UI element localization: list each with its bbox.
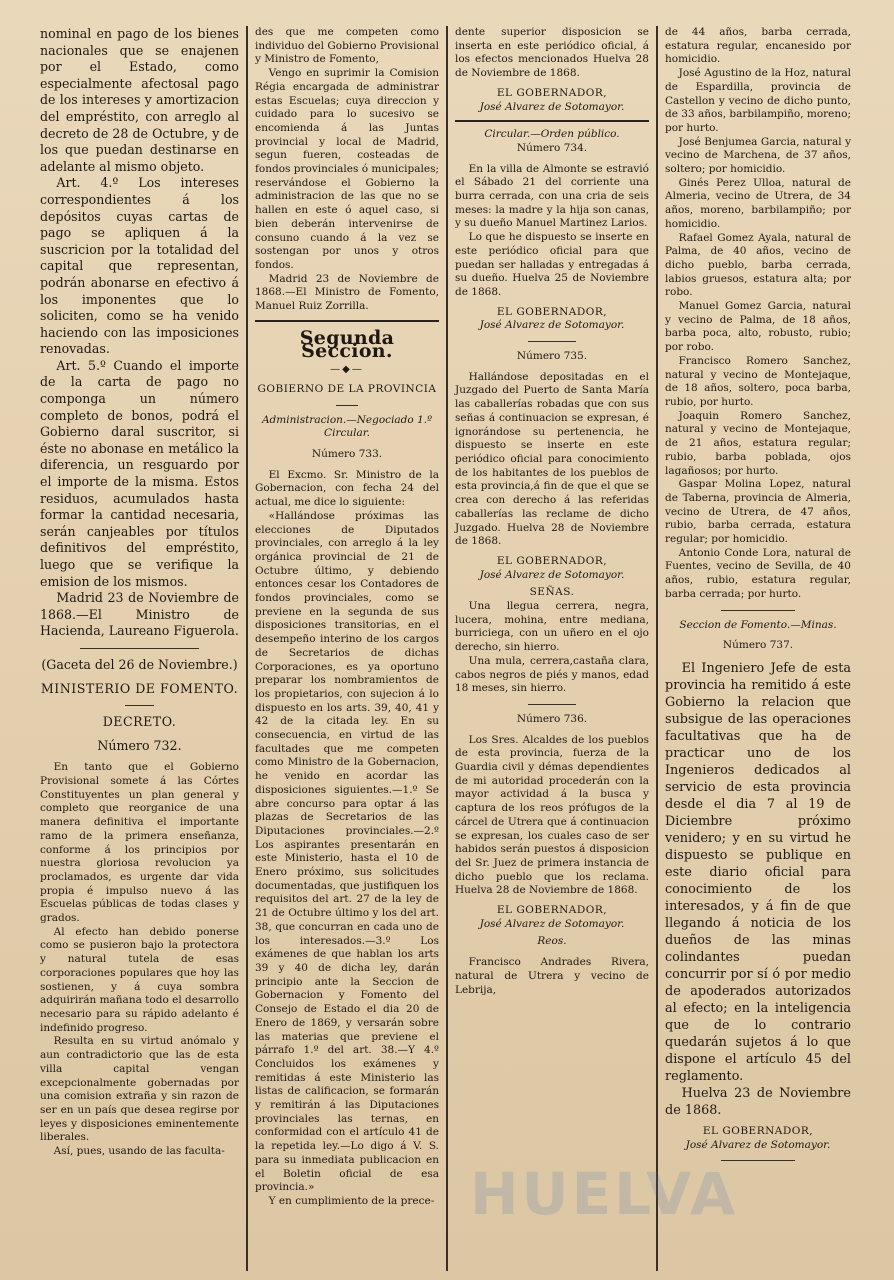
paragraph: nominal en pago de los bienes nacionales que se enajenen por el Estado, como especialmente afectosal pago de los intereses y amortizacion del empréstito, con arreglo al decreto de 28 de Octubre, y de los que puedan destinarse en adelante al mismo objeto. [40,26,239,174]
paragraph: dente superior disposicion se inserta en este periódico oficial, á los efectos mencionados Huelva 28 de Noviembre de 1868. [455,26,649,80]
paragraph: El Ingeniero Jefe de esta provincia ha remitido á este Gobierno la relacion que subsigue de las operaciones facultativas que ha de practicar uno de los Ingenieros dedicados al servicio de esta provincia desde el dia 7 al 19 de Diciembre próximo venidero; y en su virtud he dispuesto se publique en este diario oficial para conocimiento de los interesados, y á fin de que llegando á noticia de los dueños de las minas colindantes puedan concurrir por sí ó por medio de apoderados autorizados al efecto; en la inteligencia que de lo contrario quedarán sujetos á lo que dispone el artículo 45 del reglamento. [665,660,851,1084]
section-heading: Segunda Seccion. [299,326,395,363]
signature-name: José Alvarez de Sotomayor. [479,568,625,581]
number-heading: Número 733. [311,447,383,460]
signature-name: José Alvarez de Sotomayor. [479,100,625,113]
reos-heading: Reos. [537,935,567,948]
number-heading: Número 732. [97,737,182,753]
paragraph: Una mula, cerrera,castaña clara, cabos negros de piés y manos, edad 18 meses, sin hierro. [455,654,649,695]
paragraph: Una llegua cerrera, negra, lucera, mohina, entre mediana, burriciega, con un uñero en el ojo derecho, sin hierro. [455,600,649,654]
number-heading: Número 735. [516,350,588,363]
divider [721,610,795,611]
signature [455,87,649,114]
column-1 [40,26,248,1271]
number-heading: Número 737. [722,639,794,652]
ornament: —◆— [330,364,364,376]
paragraph: Al efecto han debido ponerse como se pusieron bajo la protectora y natural tutela de esas corporaciones populares que hoy las sostienen, y á cuya sombra adquirirán mañana todo el desarrollo necesario para su rápido adelanto é indefinido progreso. [40,925,239,1034]
signature-name: José Alvarez de Sotomayor. [479,319,625,332]
watermark-logo: HUELVA [470,1160,739,1228]
divider [80,648,199,649]
article-5: Art. 5.º Cuando el importe de la carta de pago no componga un número completo de bonos, podrá el Gobierno daral suscritor, si éste no abonase en metálico la diferencia, un resguardo por el importe de la misma. Estos residuos, acumulados hasta formar la cantidad necesaria, serán canjeables por títulos definitivos del empréstito, luego que se verifique la emision de los mismos. [40,357,239,589]
paragraph: El Excmo. Sr. Ministro de la Gobernacion, con fecha 24 del actual, me dice lo siguiente: [255,468,439,509]
column-4 [658,26,858,1271]
signature-title: EL GOBERNADOR, [496,904,608,917]
paragraph: Hallándose depositadas en el Juzgado del Puerto de Santa María las caballerías robadas que con sus señas á continuacion se expresan, é ignorándose su pertenencia, he dispuesto se inserte en este periódico oficial para conocimiento de los habitantes de los pueblos de esta provincia,á fin de que el que se crea con derecho á las referidas caballerías las reclame de dicho Juzgado. Huelva 28 de Noviembre de 1868. [455,370,649,548]
section-heading: Seccion de Fomento.—Minas. [679,618,837,631]
paragraph: Lo que he dispuesto se inserte en este periódico oficial para que puedan ser halladas y entregadas á su dueño. Huelva 25 de Noviembre de 1868. [455,231,649,298]
signature-title: EL GOBERNADOR, [496,305,608,318]
article-4: Art. 4.º Los intereses correspondientes á los depósitos cuyas cartas de pago se apliquen á la suscricion por la totalidad del capital que representan, podrán abonarse en efectivo á los imponentes que lo soliciten, como se ha venido haciendo con las imposiciones renovadas. [40,175,239,357]
circular-heading: Circular. [324,427,370,440]
paragraph: Ginés Perez Ulloa, natural de Almeria, vecino de Utrera, de 34 años, moreno, barbilampiño; por homicidio. [665,176,851,230]
senas-heading: SEÑAS. [529,586,575,599]
signature-line: Madrid 23 de Noviembre de 1868.—El Ministro de Fomento, Manuel Ruiz Zorrilla. [255,272,439,313]
paragraph: «Hallándose próximas las elecciones de Diputados provinciales, con arreglo á la ley orgánica provincial de 21 de Octubre último, y debiendo entonces cesar los Contadores de fondos provinciales, como se previene en la segunda de sus disposiciones transitorias, en el desempeño interino de los cargos de Secretarios de dichas Corporaciones, es ya oportuno preparar los nombramientos de los propietarios, con sujecion á lo dispuesto en los arts. 39, 40, 41 y 42 de la citada ley. En su consecuencia, en virtud de las facultades que me competen como Ministro de la Gobernacion, he venido en acordar las disposiciones siguientes.—1.º Se abre concurso para optar á las plazas de Secretarios de las Diputaciones provinciales.—2.º Los aspirantes presentarán en este Ministerio, hasta el 10 de Enero próximo, sus solicitudes documentadas, que justifiquen los requisitos del art. 27 de la ley de 21 de Octubre último y los del art. 38, que concurran en cada uno de los interesados.—3.º Los exámenes de que hablan los arts 39 y 40 de dicha ley, darán principio ante la Seccion de Gobernacion y Fomento del Consejo de Estado el dia 20 de Enero de 1869, y versarán sobre las materias que previene el párrafo 1.º del art. 38.—Y 4.º Concluidos los exámenes y remitidas á este Ministerio las listas de calificacion, se formarán y remitirán á las Diputaciones provinciales las ternas, en conformidad con el artículo 41 de la repetida ley.—Lo digo á V. S. para su inmediata publicacion en el Boletin oficial de esa provincia.» [255,509,439,1194]
paragraph: Y en cumplimiento de la prece- [268,1194,435,1207]
divider [255,320,439,322]
signature-title: EL GOBERNADOR, [496,86,608,99]
signature-line: Madrid 23 de Noviembre de 1868.—El Ministro de Hacienda, Laureano Figuerola. [40,590,239,639]
date-line: Huelva 23 de Noviembre de 1868. [665,1085,851,1118]
paragraph: Rafael Gomez Ayala, natural de Palma, de 40 años, vecino de dicho pueblo, barba cerrada, labios gruesos, estatura alta; por robo. [665,231,851,299]
paragraph: Antonio Conde Lora, natural de Fuentes, vecino de Sevilla, de 40 años, rubio, estatura regular, barba cerrada; por hurto. [665,546,851,600]
number-heading: Número 736. [516,712,588,725]
columns [40,26,878,1271]
column-3 [448,26,658,1271]
paragraph: des que me competen como individuo del Gobierno Provisional y Ministro de Fomento, [255,26,439,66]
signature [665,1125,851,1152]
paragraph: José Benjumea Garcia, natural y vecino de Marchena, de 37 años, soltero; por homicidio. [665,135,851,176]
divider [336,405,358,406]
divider [455,120,649,122]
paragraph: Francisco Romero Sanchez, natural y vecino de Montejaque, de 18 años, soltero, poca barba, rubio, por hurto. [665,354,851,408]
paragraph: Joaquin Romero Sanchez, natural y vecino de Montejaque, de 21 años, estatura regular; rubio, barba poblada, ojos lagañosos; por hurto. [665,409,851,477]
signature-name: José Alvarez de Sotomayor. [479,917,625,930]
divider [528,341,577,342]
signature-title: EL GOBERNADOR, [702,1124,814,1137]
signature [455,306,649,333]
divider [528,704,577,705]
paragraph: Así, pues, usando de las faculta- [53,1145,225,1158]
administration-heading: Administracion.—Negociado 1.º [261,413,433,426]
paragraph: En tanto que el Gobierno Provisional somete á las Córtes Constituyentes un plan general y completo que reorganice de una manera definitiva el importante ramo de la primera enseñanza, conforme á los principios por nuestra gloriosa revolucion ya proclamados, es urgente dar vida propia é impulso nuevo á las Escuelas públicas de todas clases y grados. [40,761,239,925]
signature [455,555,649,582]
paragraph: Los Sres. Alcaldes de los pueblos de esta provincia, fuerza de la Guardia civil y démas dependientes de mi autoridad procederán con la mayor actividad á la busca y captura de los reos prófugos de la cárcel de Utrera que á continuacion se expresan, los cuales caso de ser habidos serán puestos á disposicion del Sr. Juez de primera instancia de dicho pueblo que los reclama. Huelva 28 de Noviembre de 1868. [455,733,649,897]
signature [455,904,649,931]
paragraph: Manuel Gomez Garcia, natural y vecino de Palma, de 18 años, barba poca, alto, robusto, rubio; por robo. [665,300,851,354]
number-heading: Número 734. [516,141,588,154]
circular-heading: Circular.—Orden público. [484,128,620,141]
divider [125,705,155,706]
paragraph: Vengo en suprimir la Comision Régia encargada de administrar estas Escuelas; cuya direccion y cuidado para lo sucesivo se encomienda á las Juntas provincial y local de Madrid, segun fueren, costeadas de fondos provinciales ó municipales; reservándose el Gobierno la administracion de las que no se hallen en este ó aquel caso, si bien deberán intervenirse de consuno cuando á la vez se sostengan por unos y otros fondos. [255,67,439,271]
paragraph: Francisco Andrades Rivera, natural de Utrera y vecino de Lebrija, [455,956,649,996]
paragraph: de 44 años, barba cerrada, estatura regular, encanesido por homicidio. [665,26,851,66]
decree-heading: DECRETO. [102,714,177,730]
column-2 [248,26,448,1271]
ministry-heading: MINISTERIO DE FOMENTO. [40,680,239,696]
paragraph: Gaspar Molina Lopez, natural de Taberna, provincia de Almeria, vecino de Utrera, de 47 años, rubio, barba cerrada, estatura regular; por homicidio. [665,478,851,546]
government-heading: GOBIERNO DE LA PROVINCIA [257,382,437,395]
paragraph: José Agustino de la Hoz, natural de Espardilla, provincia de Castellon y vecino de dicho punto, de 33 años, barbilampiño, moreno; por hurto. [665,67,852,134]
gaceta-note: (Gaceta del 26 de Noviembre.) [41,656,238,672]
signature-name: José Alvarez de Sotomayor. [685,1138,831,1151]
signature-title: EL GOBERNADOR, [496,554,608,567]
paragraph: En la villa de Almonte se estravió el Sábado 21 del corriente una burra cerrada, con una cria de seis meses: la madre y la hija son canas, y su dueño Manuel Martinez Larios. [455,162,649,230]
paragraph: Resulta en su virtud anómalo y aun contradictorio que las de esta villa capital vengan excepcionalmente gobernadas por una comision extraña y sin razon de ser en un país que desea regirse por leyes y disposiciones eminentemente liberales. [40,1035,239,1144]
